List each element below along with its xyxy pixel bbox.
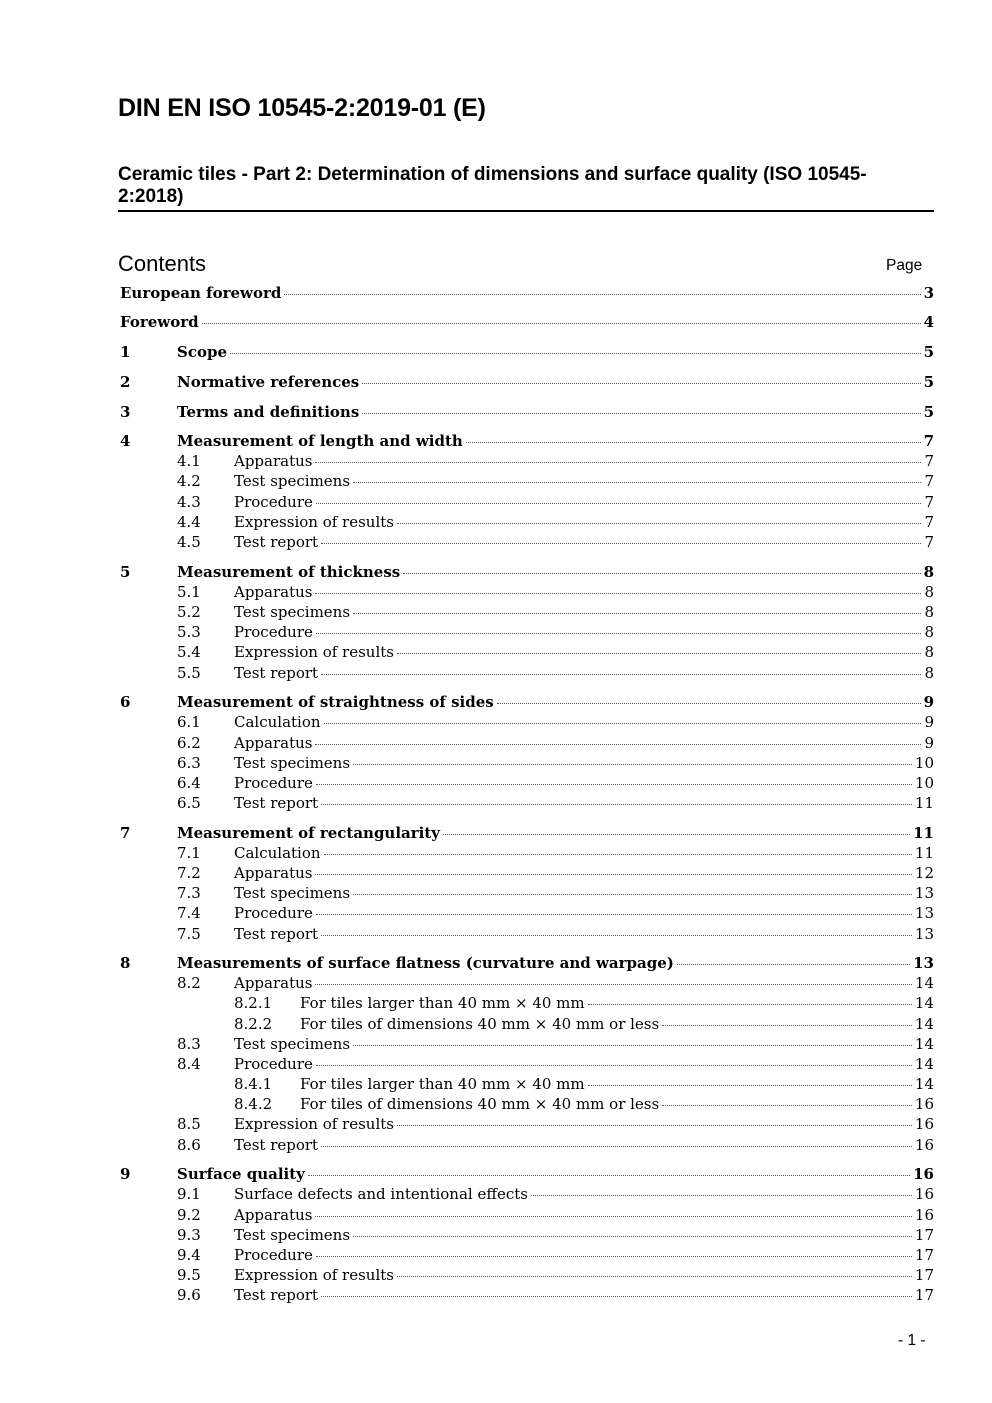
toc-entry[interactable] <box>0 372 992 392</box>
toc-entry-number: 8.2.1 <box>234 994 273 1012</box>
toc-entry-title: Foreword <box>120 313 199 331</box>
toc-entry-title: Measurement of thickness <box>177 563 401 581</box>
toc-entry-title: Test report <box>234 533 319 551</box>
toc-dot-leader <box>353 1236 912 1237</box>
toc-entry[interactable] <box>0 993 992 1013</box>
toc-dot-leader <box>497 703 921 704</box>
toc-dot-leader <box>531 1195 912 1196</box>
document-title: DIN EN ISO 10545-2:2019-01 (E) <box>118 94 486 122</box>
toc-dot-leader <box>397 523 921 524</box>
toc-entry-number: 9.4 <box>177 1246 201 1264</box>
toc-entry-number: 1 <box>120 343 131 361</box>
toc-entry-line <box>234 471 934 491</box>
toc-entry[interactable] <box>0 512 992 532</box>
toc-entry-page: 17 <box>914 1246 934 1264</box>
toc-entry-page: 16 <box>913 1165 934 1183</box>
toc-entry[interactable] <box>0 843 992 863</box>
toc-entry-number: 8.2.2 <box>234 1015 273 1033</box>
toc-entry-line <box>234 512 934 532</box>
toc-entry-page: 5 <box>923 343 934 361</box>
toc-entry-page: 10 <box>914 754 934 772</box>
toc-entry-line <box>234 663 934 683</box>
toc-entry-line <box>234 1034 934 1054</box>
toc-entry-line <box>234 773 934 793</box>
toc-entry-number: 5.2 <box>177 603 201 621</box>
toc-entry-number: 8.4.1 <box>234 1075 273 1093</box>
toc-entry-line <box>234 602 934 622</box>
toc-entry[interactable] <box>0 492 992 512</box>
toc-entry-title: Normative references <box>177 373 360 391</box>
toc-entry-title: Expression of results <box>234 513 394 531</box>
toc-entry-page: 14 <box>914 974 934 992</box>
toc-entry-line <box>234 1054 934 1074</box>
toc-dot-leader <box>588 1085 912 1086</box>
toc-entry-line <box>177 823 934 843</box>
toc-dot-leader <box>316 1065 912 1066</box>
toc-entry-line <box>234 712 934 732</box>
toc-entry[interactable] <box>0 924 992 944</box>
toc-entry-title: Test specimens <box>234 603 351 621</box>
toc-entry[interactable] <box>0 602 992 622</box>
toc-entry-number: 6 <box>120 693 131 711</box>
toc-entry-title: Procedure <box>234 1055 313 1073</box>
toc-entry[interactable] <box>0 402 992 422</box>
toc-entry-line <box>234 1265 934 1285</box>
toc-dot-leader <box>202 323 921 324</box>
toc-dot-leader <box>321 935 912 936</box>
toc-entry-title: Procedure <box>234 774 313 792</box>
toc-entry-page: 4 <box>923 313 934 331</box>
toc-entry-title: Procedure <box>234 1246 313 1264</box>
toc-entry-title: Apparatus <box>234 734 313 752</box>
toc-entry-number: 4 <box>120 432 131 450</box>
toc-entry-line <box>177 692 934 712</box>
toc-entry-page: 9 <box>924 734 934 752</box>
toc-entry[interactable] <box>0 582 992 602</box>
toc-entry[interactable] <box>0 973 992 993</box>
toc-entry[interactable] <box>0 1074 992 1094</box>
toc-entry-line <box>234 492 934 512</box>
toc-entry-page: 8 <box>924 603 934 621</box>
toc-entry-line <box>177 431 934 451</box>
toc-entry-line <box>177 562 934 582</box>
toc-entry-line <box>234 1135 934 1155</box>
toc-entry-line <box>300 1074 934 1094</box>
toc-entry-line <box>234 883 934 903</box>
toc-entry-number: 8.3 <box>177 1035 201 1053</box>
toc-entry-page: 8 <box>924 583 934 601</box>
toc-entry-line <box>234 733 934 753</box>
toc-entry[interactable] <box>0 342 992 362</box>
toc-entry-line <box>234 924 934 944</box>
toc-dot-leader <box>588 1004 912 1005</box>
toc-entry-page: 13 <box>914 884 934 902</box>
toc-entry-number: 8.6 <box>177 1136 201 1154</box>
toc-entry-page: 9 <box>923 693 934 711</box>
toc-entry-number: 3 <box>120 403 131 421</box>
toc-entry[interactable] <box>0 753 992 773</box>
toc-entry-page: 7 <box>924 472 934 490</box>
toc-entry-title: Apparatus <box>234 583 313 601</box>
toc-entry-title: Surface quality <box>177 1165 305 1183</box>
toc-entry[interactable] <box>0 1034 992 1054</box>
toc-entry-title: Test specimens <box>234 884 351 902</box>
toc-entry-page: 8 <box>924 664 934 682</box>
toc-dot-leader <box>321 674 921 675</box>
toc-entry-line <box>177 342 934 362</box>
toc-entry[interactable] <box>0 1014 992 1034</box>
toc-entry-line <box>120 283 934 303</box>
toc-entry-page: 9 <box>924 713 934 731</box>
toc-dot-leader <box>315 462 921 463</box>
toc-entry[interactable] <box>0 1094 992 1114</box>
toc-entry-page: 14 <box>914 994 934 1012</box>
toc-entry-page: 7 <box>924 533 934 551</box>
toc-entry-page: 8 <box>924 643 934 661</box>
toc-entry-number: 5.1 <box>177 583 201 601</box>
toc-entry[interactable] <box>0 562 992 582</box>
toc-entry[interactable] <box>0 793 992 813</box>
toc-dot-leader <box>315 1216 911 1217</box>
toc-entry-line <box>234 1184 934 1204</box>
toc-entry-title: Test report <box>234 664 319 682</box>
toc-entry-page: 8 <box>924 623 934 641</box>
toc-entry-line <box>177 372 934 392</box>
toc-entry[interactable] <box>0 312 992 332</box>
page-column-heading: Page <box>886 257 923 274</box>
toc-dot-leader <box>662 1025 912 1026</box>
toc-entry-page: 16 <box>914 1136 934 1154</box>
toc-entry-title: Test specimens <box>234 754 351 772</box>
toc-entry-page: 14 <box>914 1015 934 1033</box>
toc-entry-title: For tiles of dimensions 40 mm × 40 mm or less <box>300 1095 660 1113</box>
toc-dot-leader <box>353 1045 912 1046</box>
toc-entry-page: 8 <box>923 563 934 581</box>
toc-dot-leader <box>403 573 920 574</box>
toc-entry-number: 4.2 <box>177 472 201 490</box>
toc-dot-leader <box>397 653 921 654</box>
toc-entry-page: 16 <box>914 1206 934 1224</box>
toc-entry-title: Procedure <box>234 493 313 511</box>
toc-entry-page: 14 <box>914 1035 934 1053</box>
toc-entry-line <box>234 642 934 662</box>
toc-entry[interactable] <box>0 692 992 712</box>
toc-entry-number: 7.3 <box>177 884 201 902</box>
toc-entry-line <box>177 402 934 422</box>
toc-entry-line <box>300 993 934 1013</box>
toc-entry-number: 9.6 <box>177 1286 201 1304</box>
toc-dot-leader <box>466 442 921 443</box>
toc-dot-leader <box>324 854 912 855</box>
toc-dot-leader <box>662 1105 912 1106</box>
toc-dot-leader <box>308 1175 910 1176</box>
toc-entry-title: Procedure <box>234 623 313 641</box>
toc-entry-page: 17 <box>914 1226 934 1244</box>
toc-entry-number: 5 <box>120 563 131 581</box>
toc-entry-title: Calculation <box>234 713 321 731</box>
toc-entry-page: 13 <box>914 925 934 943</box>
toc-entry-title: Test report <box>234 925 319 943</box>
toc-entry-number: 9.5 <box>177 1266 201 1284</box>
toc-dot-leader <box>321 543 921 544</box>
toc-entry[interactable] <box>0 773 992 793</box>
toc-dot-leader <box>362 383 920 384</box>
toc-entry-title: Test report <box>234 794 319 812</box>
toc-entry-line <box>234 622 934 642</box>
toc-dot-leader <box>316 914 912 915</box>
toc-entry-line <box>234 843 934 863</box>
toc-entry[interactable] <box>0 1114 992 1134</box>
toc-entry-title: Apparatus <box>234 974 313 992</box>
toc-entry-title: Test specimens <box>234 1226 351 1244</box>
toc-dot-leader <box>315 593 921 594</box>
toc-entry[interactable] <box>0 903 992 923</box>
toc-entry[interactable] <box>0 642 992 662</box>
toc-entry[interactable] <box>0 532 992 552</box>
toc-entry[interactable] <box>0 883 992 903</box>
toc-entry-line <box>234 1245 934 1265</box>
toc-entry-number: 5.4 <box>177 643 201 661</box>
toc-entry-line <box>234 973 934 993</box>
toc-entry-line <box>234 532 934 552</box>
toc-entry-page: 11 <box>914 794 934 812</box>
toc-entry-number: 5.5 <box>177 664 201 682</box>
toc-entry[interactable] <box>0 733 992 753</box>
toc-dot-leader <box>353 613 921 614</box>
toc-entry[interactable] <box>0 663 992 683</box>
toc-entry-title: Surface defects and intentional effects <box>234 1185 529 1203</box>
toc-dot-leader <box>315 984 911 985</box>
toc-entry[interactable] <box>0 863 992 883</box>
toc-dot-leader <box>353 764 912 765</box>
toc-entry-line <box>120 312 934 332</box>
toc-entry-title: Measurement of straightness of sides <box>177 693 494 711</box>
toc-entry-title: Test report <box>234 1286 319 1304</box>
toc-entry-number: 8.5 <box>177 1115 201 1133</box>
toc-entry-line <box>234 1205 934 1225</box>
toc-entry-page: 5 <box>923 373 934 391</box>
toc-entry-title: For tiles larger than 40 mm × 40 mm <box>300 994 585 1012</box>
toc-entry-page: 5 <box>923 403 934 421</box>
toc-entry-title: Test specimens <box>234 1035 351 1053</box>
toc-dot-leader <box>443 834 910 835</box>
toc-entry-page: 16 <box>914 1095 934 1113</box>
toc-entry-number: 2 <box>120 373 131 391</box>
toc-entry[interactable] <box>0 451 992 471</box>
toc-entry-title: Measurement of rectangularity <box>177 824 441 842</box>
toc-entry-number: 8 <box>120 954 131 972</box>
toc-entry-number: 4.3 <box>177 493 201 511</box>
toc-entry-number: 7.4 <box>177 904 201 922</box>
toc-entry-page: 7 <box>924 452 934 470</box>
toc-entry-page: 14 <box>914 1075 934 1093</box>
toc-dot-leader <box>316 633 922 634</box>
toc-entry[interactable] <box>0 1054 992 1074</box>
toc-dot-leader <box>321 1146 912 1147</box>
toc-dot-leader <box>316 1256 912 1257</box>
toc-entry-title: Scope <box>177 343 228 361</box>
toc-entry-title: Test report <box>234 1136 319 1154</box>
toc-dot-leader <box>321 804 912 805</box>
toc-entry-number: 9.1 <box>177 1185 201 1203</box>
toc-dot-leader <box>362 413 920 414</box>
toc-entry[interactable] <box>0 1225 992 1245</box>
document-subtitle: Ceramic tiles - Part 2: Determination of dimensions and surface quality (ISO 10545-2:2018) <box>118 164 867 207</box>
toc-entry-line <box>234 1285 934 1305</box>
toc-entry-title: For tiles larger than 40 mm × 40 mm <box>300 1075 585 1093</box>
toc-entry-page: 12 <box>914 864 934 882</box>
toc-entry-line <box>234 793 934 813</box>
toc-dot-leader <box>316 784 912 785</box>
toc-dot-leader <box>230 353 921 354</box>
toc-entry-number: 8.2 <box>177 974 201 992</box>
toc-entry-line <box>234 1114 934 1134</box>
toc-entry-number: 7 <box>120 824 131 842</box>
toc-entry-number: 9 <box>120 1165 131 1183</box>
toc-entry[interactable] <box>0 1164 992 1184</box>
toc-entry-page: 7 <box>923 432 934 450</box>
toc-entry[interactable] <box>0 1265 992 1285</box>
toc-entry-number: 6.5 <box>177 794 201 812</box>
toc-entry-number: 9.3 <box>177 1226 201 1244</box>
toc-entry-title: Test specimens <box>234 472 351 490</box>
contents-heading: Contents <box>118 251 207 276</box>
toc-entry-number: 7.2 <box>177 864 201 882</box>
toc-entry-number: 6.1 <box>177 713 201 731</box>
toc-dot-leader <box>677 964 910 965</box>
toc-entry[interactable] <box>0 1205 992 1225</box>
toc-entry[interactable] <box>0 1135 992 1155</box>
toc-dot-leader <box>315 744 921 745</box>
toc-entry-page: 14 <box>914 1055 934 1073</box>
toc-entry-line <box>234 903 934 923</box>
toc-entry[interactable] <box>0 1285 992 1305</box>
toc-entry[interactable] <box>0 1184 992 1204</box>
toc-entry-title: Measurement of length and width <box>177 432 463 450</box>
toc-dot-leader <box>397 1276 912 1277</box>
toc-entry-number: 9.2 <box>177 1206 201 1224</box>
toc-entry-line <box>234 582 934 602</box>
toc-entry-title: Apparatus <box>234 1206 313 1224</box>
toc-entry-title: Expression of results <box>234 1115 394 1133</box>
toc-entry-line <box>300 1094 934 1114</box>
toc-entry-line <box>177 1164 934 1184</box>
toc-entry-line <box>234 451 934 471</box>
toc-entry-number: 6.3 <box>177 754 201 772</box>
toc-entry-page: 7 <box>924 493 934 511</box>
toc-dot-leader <box>321 1296 912 1297</box>
toc-entry-title: Apparatus <box>234 452 313 470</box>
toc-entry-page: 11 <box>913 824 934 842</box>
toc-entry-title: Calculation <box>234 844 321 862</box>
toc-dot-leader <box>324 723 922 724</box>
toc-entry-number: 5.3 <box>177 623 201 641</box>
toc-entry[interactable] <box>0 471 992 491</box>
toc-dot-leader <box>284 294 920 295</box>
toc-dot-leader <box>315 874 911 875</box>
toc-entry-number: 7.5 <box>177 925 201 943</box>
toc-entry-line <box>177 953 934 973</box>
toc-entry-number: 4.5 <box>177 533 201 551</box>
toc-entry-line <box>234 1225 934 1245</box>
toc-entry-page: 16 <box>914 1115 934 1133</box>
toc-dot-leader <box>353 894 912 895</box>
toc-entry[interactable] <box>0 622 992 642</box>
toc-entry-page: 10 <box>914 774 934 792</box>
toc-entry-title: Apparatus <box>234 864 313 882</box>
toc-entry[interactable] <box>0 431 992 451</box>
toc-entry-page: 13 <box>914 904 934 922</box>
toc-dot-leader <box>353 482 921 483</box>
toc-entry[interactable] <box>0 1245 992 1265</box>
toc-entry-page: 13 <box>913 954 934 972</box>
toc-entry-page: 17 <box>914 1286 934 1304</box>
toc-entry-line <box>234 863 934 883</box>
toc-entry-page: 16 <box>914 1185 934 1203</box>
toc-entry-number: 8.4.2 <box>234 1095 273 1113</box>
toc-entry-title: Terms and definitions <box>177 403 360 421</box>
toc-entry[interactable] <box>0 283 992 303</box>
toc-entry-title: Expression of results <box>234 643 394 661</box>
toc-entry-number: 6.4 <box>177 774 201 792</box>
toc-entry-number: 8.4 <box>177 1055 201 1073</box>
toc-dot-leader <box>316 503 922 504</box>
toc-entry-title: Measurements of surface flatness (curvature and warpage) <box>177 954 674 972</box>
toc-entry-page: 17 <box>914 1266 934 1284</box>
toc-entry-title: Procedure <box>234 904 313 922</box>
toc-entry-title: For tiles of dimensions 40 mm × 40 mm or less <box>300 1015 660 1033</box>
toc-entry-number: 4.4 <box>177 513 201 531</box>
toc-entry-line <box>234 753 934 773</box>
toc-entry[interactable] <box>0 823 992 843</box>
toc-entry-page: 3 <box>923 284 934 302</box>
toc-entry-number: 7.1 <box>177 844 201 862</box>
toc-entry[interactable] <box>0 953 992 973</box>
toc-dot-leader <box>397 1125 912 1126</box>
toc-entry-title: European foreword <box>120 284 282 302</box>
toc-entry-number: 4.1 <box>177 452 201 470</box>
toc-entry-title: Expression of results <box>234 1266 394 1284</box>
toc-entry-page: 7 <box>924 513 934 531</box>
footer-page-number: - 1 - <box>898 1332 926 1349</box>
toc-entry-line <box>300 1014 934 1034</box>
toc-entry-number: 6.2 <box>177 734 201 752</box>
toc-entry-page: 11 <box>914 844 934 862</box>
toc-entry[interactable] <box>0 712 992 732</box>
